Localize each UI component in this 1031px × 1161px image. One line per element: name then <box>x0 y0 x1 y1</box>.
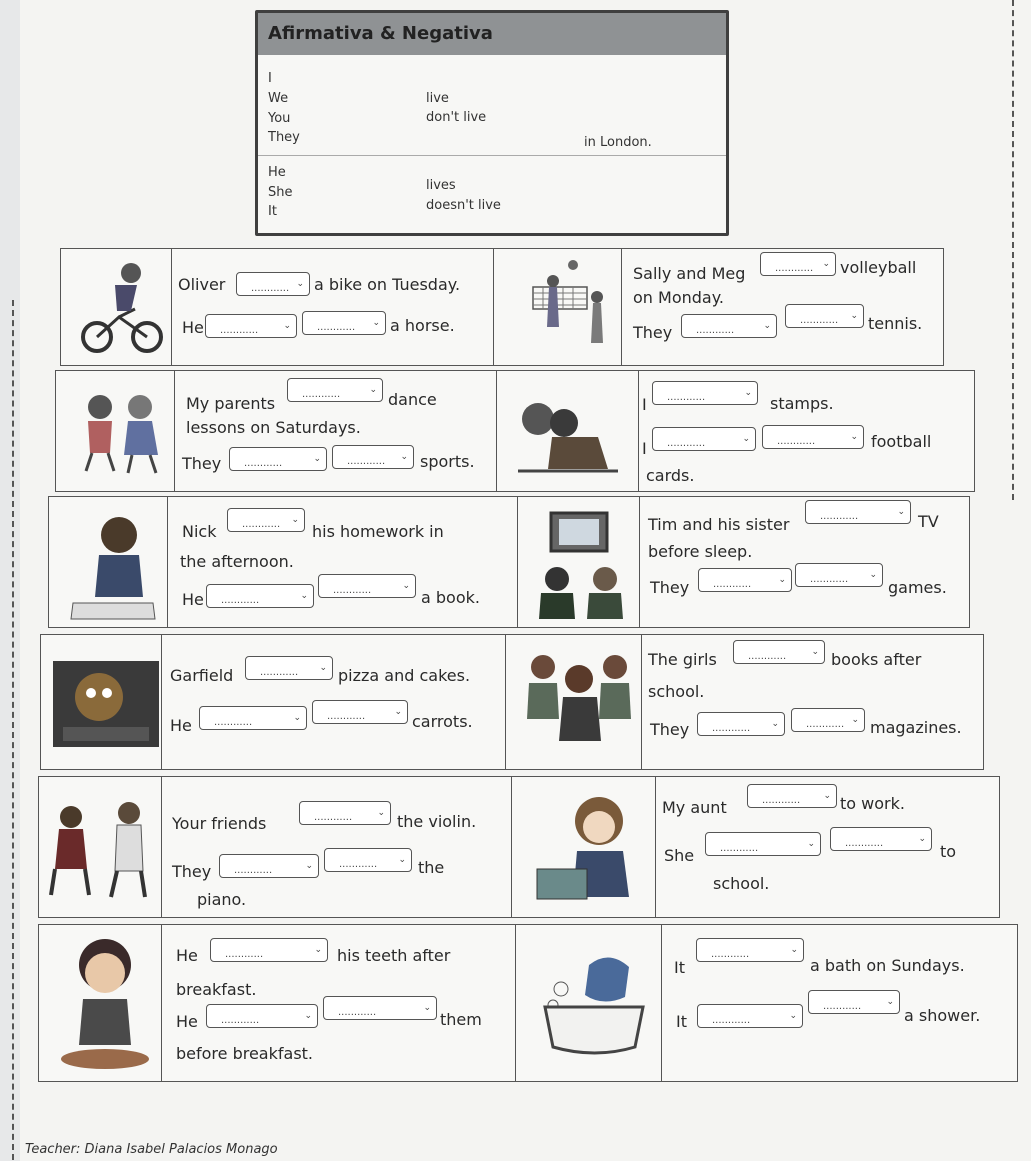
nick-t5: a book. <box>421 588 480 607</box>
oliver-dropdown-1[interactable]: ............ ⌄ <box>236 272 310 296</box>
dancing-couple-illustration <box>66 391 170 477</box>
tim-dropdown-3[interactable]: ............ ⌄ <box>795 563 883 587</box>
pronoun-we: We <box>268 91 289 106</box>
teeth-dropdown-3[interactable]: ............ ⌄ <box>323 996 437 1020</box>
sally-dropdown-2[interactable]: ............ ⌄ <box>681 314 777 338</box>
parents-t2: dance <box>388 390 437 409</box>
friends-t1: Your friends <box>172 814 267 833</box>
girls-t5: magazines. <box>870 718 962 737</box>
tim-dropdown-2[interactable]: ............ ⌄ <box>698 568 792 592</box>
stamps-t2: stamps. <box>770 394 834 413</box>
parents-t3: lessons on Saturdays. <box>186 418 361 437</box>
grammar-title: Afirmativa & Negativa <box>258 13 726 55</box>
nick-dropdown-1[interactable]: ............ ⌄ <box>227 508 305 532</box>
parents-t5: sports. <box>420 452 475 471</box>
teeth-dropdown-2[interactable]: ............ ⌄ <box>206 1004 318 1028</box>
oliver-dropdown-3[interactable]: ............ ⌄ <box>302 311 386 335</box>
dog-t3: It <box>676 1012 687 1031</box>
stamps-t1: I <box>642 395 647 414</box>
sally-t1: Sally and Meg <box>633 264 746 283</box>
verb-plural-affirmative: live <box>426 91 449 106</box>
teacher-credit: Teacher: Diana Isabel Palacios Monago <box>25 1142 278 1157</box>
girls-dropdown-3[interactable]: ............ ⌄ <box>791 708 865 732</box>
garfield-t1: Garfield <box>170 666 234 685</box>
nick-t4: He <box>182 590 204 609</box>
nick-t3: the afternoon. <box>180 552 294 571</box>
tim-t2: TV <box>918 512 939 531</box>
pronoun-it: It <box>268 204 277 219</box>
nick-dropdown-2[interactable]: ............ ⌄ <box>206 584 314 608</box>
garfield-t2: pizza and cakes. <box>338 666 471 685</box>
boy-homework-illustration <box>63 511 163 621</box>
teeth-t2: his teeth after <box>337 946 451 965</box>
pronoun-you: You <box>268 111 291 126</box>
nick-dropdown-3[interactable]: ............ ⌄ <box>318 574 416 598</box>
sally-dropdown-3[interactable]: ............ ⌄ <box>785 304 864 328</box>
cyclist-illustration <box>75 259 165 355</box>
girls-t3: school. <box>648 682 705 701</box>
aunt-dropdown-1[interactable]: ............ ⌄ <box>747 784 837 808</box>
girls-t4: They <box>650 720 690 739</box>
aunt-dropdown-3[interactable]: ............ ⌄ <box>830 827 932 851</box>
aunt-t3: She <box>664 846 695 865</box>
teeth-dropdown-1[interactable]: ............ ⌄ <box>210 938 328 962</box>
pronoun-she: She <box>268 185 293 200</box>
friends-dropdown-3[interactable]: ............ ⌄ <box>324 848 412 872</box>
tim-t4: They <box>650 578 690 597</box>
oliver-t4: a horse. <box>390 316 455 335</box>
tim-t1: Tim and his sister <box>648 515 790 534</box>
sally-t2: volleyball <box>840 258 917 277</box>
aunt-t1: My aunt <box>662 798 727 817</box>
sally-t3: on Monday. <box>633 288 724 307</box>
friends-t5: piano. <box>197 890 247 909</box>
aunt-dropdown-2[interactable]: ............ ⌄ <box>705 832 821 856</box>
oliver-t3: He <box>182 318 204 337</box>
tim-t3: before sleep. <box>648 542 753 561</box>
friends-dropdown-1[interactable]: ............ ⌄ <box>299 801 391 825</box>
dog-dropdown-3[interactable]: ............ ⌄ <box>808 990 900 1014</box>
teeth-t5: them <box>440 1010 482 1029</box>
girls-dropdown-1[interactable]: ............ ⌄ <box>733 640 825 664</box>
aunt-t2: to work. <box>840 794 905 813</box>
dog-dropdown-1[interactable]: ............ ⌄ <box>696 938 804 962</box>
violin-players-illustration <box>45 801 159 901</box>
sally-t4: They <box>633 323 673 342</box>
cut-line-right <box>1012 0 1014 500</box>
garfield-dropdown-1[interactable]: ............ ⌄ <box>245 656 333 680</box>
family-tv-illustration <box>529 507 633 619</box>
sally-t5: tennis. <box>868 314 923 333</box>
stamp-collector-illustration <box>508 393 628 473</box>
parents-dropdown-3[interactable]: ............ ⌄ <box>332 445 414 469</box>
teeth-t1: He <box>176 946 198 965</box>
garfield-t4: carrots. <box>412 712 473 731</box>
stamps-dropdown-2[interactable]: ............ ⌄ <box>652 427 756 451</box>
garfield-t3: He <box>170 716 192 735</box>
girls-t1: The girls <box>648 650 717 669</box>
verb-plural-negative: don't live <box>426 110 487 125</box>
dog-bath-illustration <box>539 941 649 1061</box>
grammar-table <box>255 10 729 236</box>
garfield-illustration <box>53 661 159 747</box>
boy-brushing-teeth-illustration <box>55 935 155 1075</box>
parents-t1: My parents <box>186 394 276 413</box>
aunt-t4: to <box>940 842 957 861</box>
aunt-laptop-illustration <box>533 787 649 907</box>
girls-dropdown-2[interactable]: ............ ⌄ <box>697 712 785 736</box>
tim-dropdown-1[interactable]: ............ ⌄ <box>805 500 911 524</box>
stamps-t5: cards. <box>646 466 695 485</box>
stamps-dropdown-1[interactable]: ............ ⌄ <box>652 381 758 405</box>
girls-t2: books after <box>831 650 922 669</box>
oliver-t1: Oliver <box>178 275 226 294</box>
verb-singular-negative: doesn't live <box>426 198 501 213</box>
parents-dropdown-1[interactable]: ............ ⌄ <box>287 378 383 402</box>
parents-dropdown-2[interactable]: ............ ⌄ <box>229 447 327 471</box>
pronoun-i: I <box>268 71 272 86</box>
friends-t2: the violin. <box>397 812 477 831</box>
dog-t1: It <box>674 958 685 977</box>
friends-t3: They <box>172 862 212 881</box>
tim-t5: games. <box>888 578 947 597</box>
cut-line-left <box>12 300 14 1160</box>
dog-t4: a shower. <box>904 1006 981 1025</box>
nick-t2: his homework in <box>312 522 444 541</box>
sally-dropdown-1[interactable]: ............ ⌄ <box>760 252 836 276</box>
girls-reading-illustration <box>519 649 637 759</box>
garfield-dropdown-3[interactable]: ............ ⌄ <box>312 700 408 724</box>
stamps-t4: football <box>871 432 932 451</box>
stamps-t3: I <box>642 439 647 458</box>
aunt-t5: school. <box>713 874 770 893</box>
stamps-dropdown-3[interactable]: ............ ⌄ <box>762 425 864 449</box>
volleyball-illustration <box>513 257 613 357</box>
verb-singular-affirmative: lives <box>426 178 456 193</box>
place-text: in London. <box>584 135 652 150</box>
parents-t4: They <box>182 454 222 473</box>
garfield-dropdown-2[interactable]: ............ ⌄ <box>199 706 307 730</box>
dog-dropdown-2[interactable]: ............ ⌄ <box>697 1004 803 1028</box>
oliver-t2: a bike on Tuesday. <box>314 275 461 294</box>
friends-t4: the <box>418 858 445 877</box>
oliver-dropdown-2[interactable]: ............ ⌄ <box>205 314 297 338</box>
grammar-separator <box>258 155 726 156</box>
pronoun-they: They <box>268 130 300 145</box>
teeth-t6: before breakfast. <box>176 1044 314 1063</box>
teeth-t3: breakfast. <box>176 980 257 999</box>
teeth-t4: He <box>176 1012 198 1031</box>
nick-t1: Nick <box>182 522 217 541</box>
pronoun-he: He <box>268 165 286 180</box>
dog-t2: a bath on Sundays. <box>810 956 965 975</box>
friends-dropdown-2[interactable]: ............ ⌄ <box>219 854 319 878</box>
